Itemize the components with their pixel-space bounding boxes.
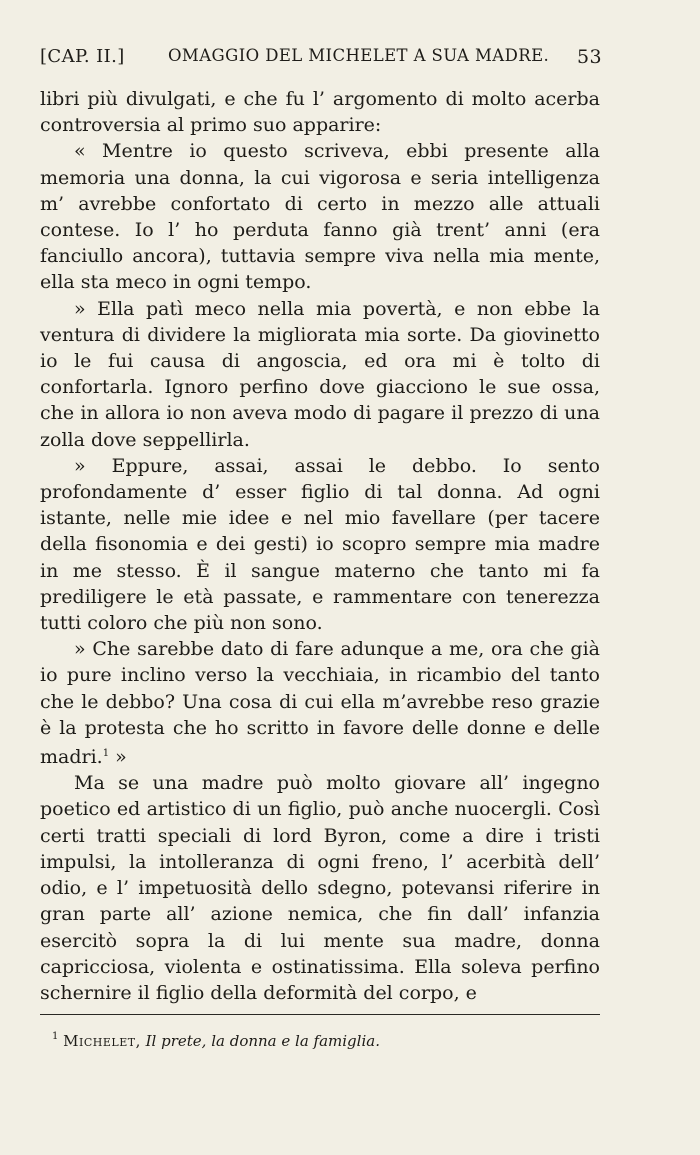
body-text (40, 86, 600, 1006)
book-page (40, 44, 600, 1050)
paragraph-quote-2: » Ella patì meco nella mia povertà, e non ebbe la ventura di dividere la migliorata mia sorte. Da giovinetto io le fui causa di angoscia, ed ora mi è tolto di confortarla. Ignoro perfino dove giacciono le sue ossa, che in allora io non aveva modo di pagare il prezzo di una zolla dove seppellirla. (40, 297, 600, 451)
paragraph-quote-1: « Mentre io questo scriveva, ebbi presente alla memoria una donna, la cui vigorosa e seria intelligenza m’ avrebbe confortato di certo in mezzo alle attuali contese. Io l’ ho perduta fanno già trent’ anni (era fanciullo ancora), tuttavia sempre viva nella mia mente, ella sta meco in ogni tempo. (40, 140, 600, 294)
footnote-marker: 1 (52, 1031, 59, 1043)
paragraph-quote-3: » Eppure, assai, assai le debbo. Io sento profondamente d’ esser figlio di tal donna. Ad ogni istante, nelle mie idee e nel mio favellare (per tacere della fisonomia e dei gesti) io scopro sempre mia madre in me stesso. È il sangue materno che tanto mi fa prediligere le età passate, e rammentare con tenerezza tutti coloro che più non sono. (40, 454, 600, 635)
chapter-label: [CAP. II.] (40, 46, 125, 67)
footnote (40, 1031, 600, 1050)
footnote-reference: 1 (102, 748, 110, 760)
page-number: 53 (577, 46, 602, 68)
running-head (40, 44, 600, 74)
footnote-divider (40, 1014, 600, 1015)
footnote-title: Il prete, la donna e la famiglia. (145, 1032, 380, 1051)
running-title: OMAGGIO DEL MICHELET A SUA MADRE. (168, 46, 550, 65)
paragraph-continuation: libri più divulgati, e che fu l’ argomento di molto acerba controversia al primo suo apparire: (40, 88, 600, 137)
quote-closing-mark: » (109, 746, 127, 769)
footnote-author: Michelet, (63, 1032, 141, 1051)
paragraph-quote-4 (40, 636, 600, 770)
paragraph-quote-4-text: » Che sarebbe dato di fare adunque a me, ora che già io pure inclino verso la vecchiaia, in ricambio del tanto che le debbo? Una cosa di cui ella m’avrebbe reso grazie è la protesta che ho scritto in favore delle donne e delle madri. (40, 638, 600, 769)
paragraph-byron: Ma se una madre può molto giovare all’ ingegno poetico ed artistico di un figlio, può anche nuocergli. Così certi tratti speciali di lord Byron, come a dire i tristi impulsi, la intolleranza di ogni freno, l’ acerbità dell’ odio, e l’ impetuosità dello sdegno, potevansi riferire in gran parte all’ azione nemica, che fin dall’ infanzia esercitò sopra la di lui mente sua madre, donna capricciosa, violenta e ostinatissima. Ella soleva perfino schernire il figlio della deformità del corpo, e (40, 772, 600, 1004)
